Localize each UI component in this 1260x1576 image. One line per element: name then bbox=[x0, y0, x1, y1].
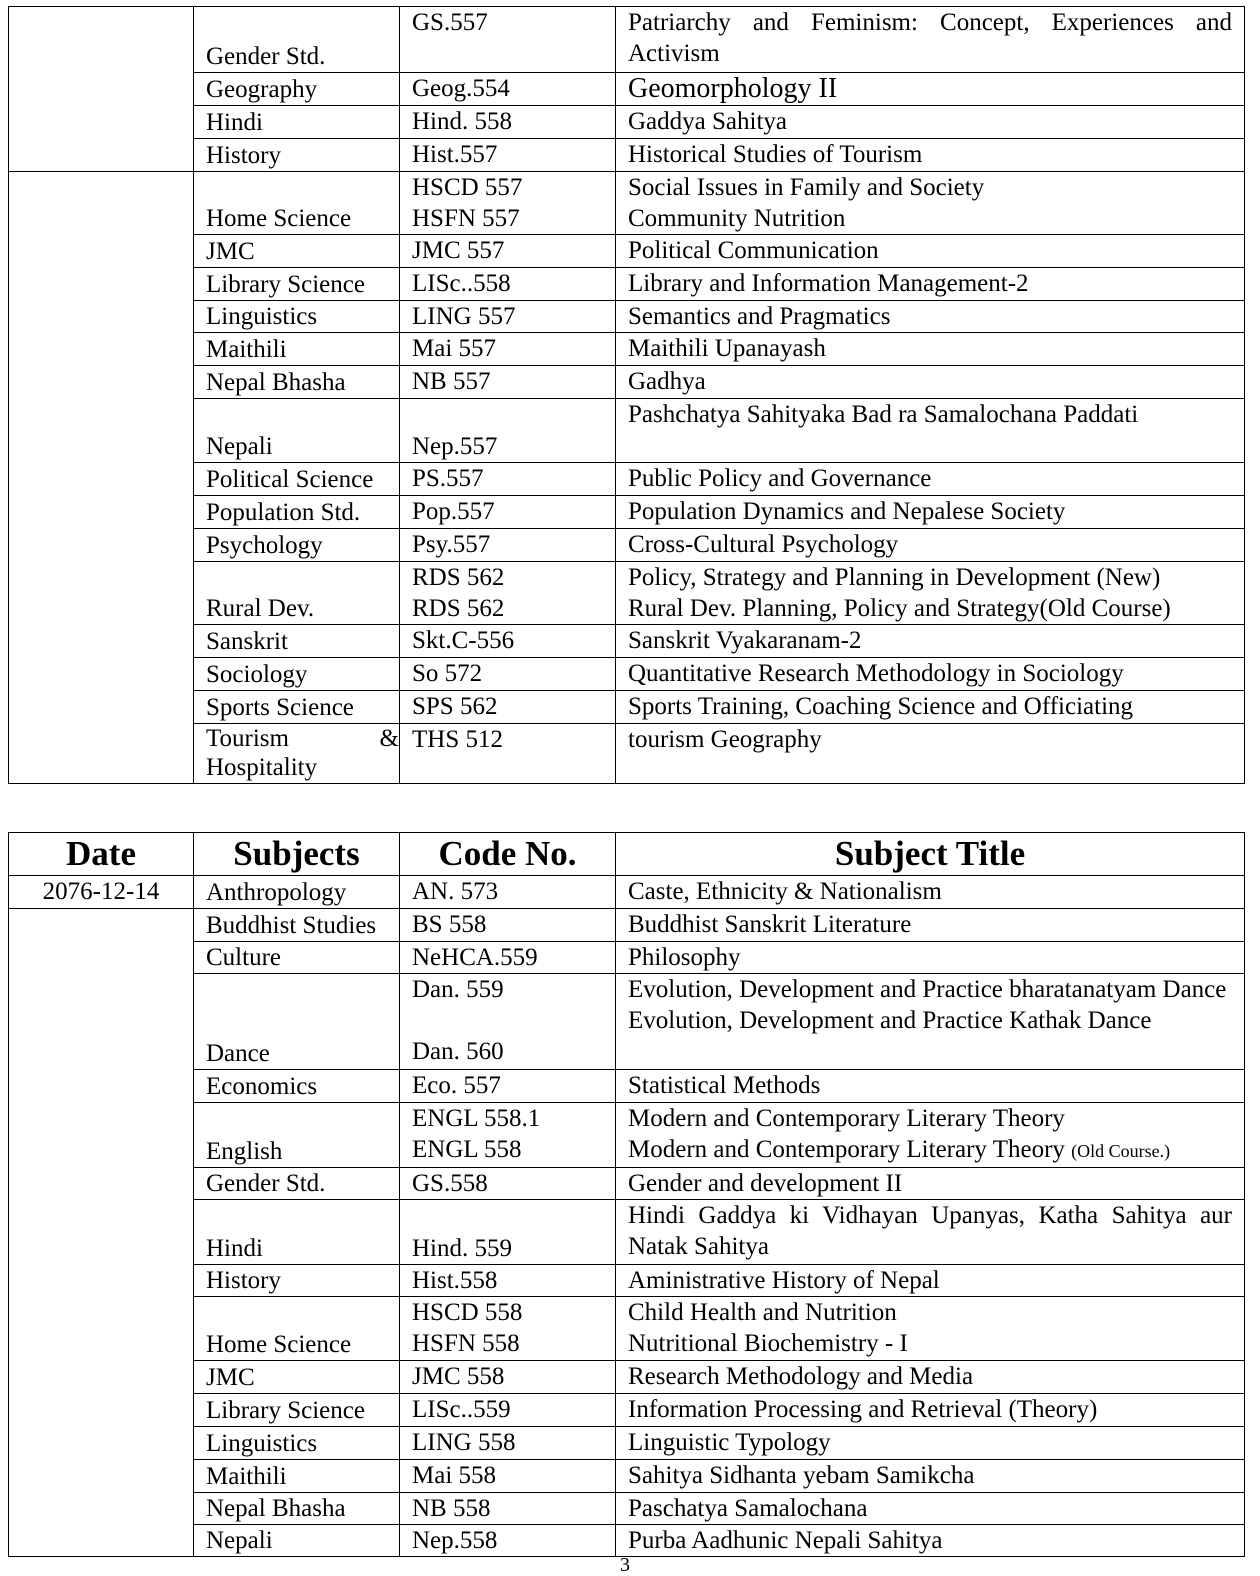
exam-schedule-table-continued bbox=[8, 6, 1245, 784]
subject-cell: Linguistics bbox=[194, 1427, 400, 1460]
old-course-note: (Old Course.) bbox=[1071, 1141, 1171, 1161]
title-cell: Evolution, Development and Practice bharatanatyam Dance Evolution, Development and Practice Kathak Dance bbox=[616, 974, 1245, 1070]
title-cell: Pashchatya Sahityaka Bad ra Samalochana Paddati bbox=[616, 399, 1245, 463]
table-row bbox=[9, 1394, 1245, 1427]
title-cell: Philosophy bbox=[616, 942, 1245, 974]
subject-cell: Home Science bbox=[194, 1297, 400, 1361]
table-row bbox=[9, 333, 1245, 366]
code-cell: NB 557 bbox=[400, 366, 616, 399]
title-cell: Sahitya Sidhanta yebam Samikcha bbox=[616, 1460, 1245, 1493]
table-row bbox=[9, 691, 1245, 724]
code-cell: RDS 562 RDS 562 bbox=[400, 562, 616, 625]
code-cell: SPS 562 bbox=[400, 691, 616, 724]
subject-cell: Library Science bbox=[194, 1394, 400, 1427]
table-row bbox=[9, 106, 1245, 139]
subject-cell: History bbox=[194, 139, 400, 172]
table-row bbox=[9, 1168, 1245, 1200]
date-cell bbox=[9, 172, 194, 784]
title-cell: Modern and Contemporary Literary Theory Modern and Contemporary Literary Theory (Old Course.) bbox=[616, 1103, 1245, 1168]
subject-cell: Nepal Bhasha bbox=[194, 366, 400, 399]
subject-cell: Culture bbox=[194, 942, 400, 974]
title-cell: Linguistic Typology bbox=[616, 1427, 1245, 1460]
table-row bbox=[9, 7, 1245, 73]
title-cell: Maithili Upanayash bbox=[616, 333, 1245, 366]
table-row bbox=[9, 463, 1245, 496]
code-cell: LISc..559 bbox=[400, 1394, 616, 1427]
title-cell: Hindi Gaddya ki Vidhayan Upanyas, Katha Sahitya aur Natak Sahitya bbox=[616, 1200, 1245, 1265]
code-cell: Eco. 557 bbox=[400, 1070, 616, 1103]
code-cell: HSCD 558 HSFN 558 bbox=[400, 1297, 616, 1361]
title-cell: Quantitative Research Methodology in Sociology bbox=[616, 658, 1245, 691]
table-row bbox=[9, 235, 1245, 268]
table-row bbox=[9, 301, 1245, 333]
code-cell: GS.557 bbox=[400, 7, 616, 73]
title-cell: Gadhya bbox=[616, 366, 1245, 399]
subject-cell: Nepali bbox=[194, 1525, 400, 1557]
title-cell: Sanskrit Vyakaranam-2 bbox=[616, 625, 1245, 658]
code-cell: Geog.554 bbox=[400, 73, 616, 106]
subject-cell: Hindi bbox=[194, 106, 400, 139]
title-cell: Library and Information Management-2 bbox=[616, 268, 1245, 301]
subject-cell: Nepal Bhasha bbox=[194, 1493, 400, 1525]
code-cell: NeHCA.559 bbox=[400, 942, 616, 974]
code-cell: Psy.557 bbox=[400, 529, 616, 562]
table-row bbox=[9, 1265, 1245, 1297]
code-cell: Hist.557 bbox=[400, 139, 616, 172]
header-subjects: Subjects bbox=[194, 833, 400, 876]
subject-cell: Maithili bbox=[194, 1460, 400, 1493]
header-title: Subject Title bbox=[616, 833, 1245, 876]
code-cell: Mai 558 bbox=[400, 1460, 616, 1493]
code-cell: LING 557 bbox=[400, 301, 616, 333]
subject-cell: Gender Std. bbox=[194, 7, 400, 73]
table-row bbox=[9, 942, 1245, 974]
table-row bbox=[9, 1070, 1245, 1103]
title-cell: Research Methodology and Media bbox=[616, 1361, 1245, 1394]
subject-cell: Sanskrit bbox=[194, 625, 400, 658]
table-row bbox=[9, 562, 1245, 625]
date-cell bbox=[9, 909, 194, 1557]
subject-cell: Economics bbox=[194, 1070, 400, 1103]
subject-cell: JMC bbox=[194, 1361, 400, 1394]
code-cell: Pop.557 bbox=[400, 496, 616, 529]
subject-cell: Gender Std. bbox=[194, 1168, 400, 1200]
code-cell: Skt.C-556 bbox=[400, 625, 616, 658]
title-cell: Cross-Cultural Psychology bbox=[616, 529, 1245, 562]
table-row bbox=[9, 172, 1245, 235]
code-cell: GS.558 bbox=[400, 1168, 616, 1200]
header-code: Code No. bbox=[400, 833, 616, 876]
title-cell: Buddhist Sanskrit Literature bbox=[616, 909, 1245, 942]
table-row bbox=[9, 974, 1245, 1070]
header-date: Date bbox=[9, 833, 194, 876]
title-cell: Information Processing and Retrieval (Theory) bbox=[616, 1394, 1245, 1427]
code-cell: HSCD 557 HSFN 557 bbox=[400, 172, 616, 235]
subject-cell: Maithili bbox=[194, 333, 400, 366]
table-row bbox=[9, 1297, 1245, 1361]
exam-schedule-table bbox=[8, 832, 1245, 1557]
title-cell: Geomorphology II bbox=[616, 73, 1245, 106]
date-cell: 2076-12-14 bbox=[9, 876, 194, 909]
subject-cell: Anthropology bbox=[194, 876, 400, 909]
subject-cell: Home Science bbox=[194, 172, 400, 235]
title-cell: Gaddya Sahitya bbox=[616, 106, 1245, 139]
code-cell: Hist.558 bbox=[400, 1265, 616, 1297]
code-cell: NB 558 bbox=[400, 1493, 616, 1525]
table-row bbox=[9, 139, 1245, 172]
subject-cell: Hindi bbox=[194, 1200, 400, 1265]
table-row bbox=[9, 658, 1245, 691]
table-row bbox=[9, 724, 1245, 784]
table-row bbox=[9, 1460, 1245, 1493]
subject-cell: Linguistics bbox=[194, 301, 400, 333]
table-row bbox=[9, 1361, 1245, 1394]
subject-cell: Geography bbox=[194, 73, 400, 106]
title-cell: Caste, Ethnicity & Nationalism bbox=[616, 876, 1245, 909]
title-cell: tourism Geography bbox=[616, 724, 1245, 784]
title-cell: Aministrative History of Nepal bbox=[616, 1265, 1245, 1297]
table-row bbox=[9, 73, 1245, 106]
code-cell: Dan. 559 Dan. 560 bbox=[400, 974, 616, 1070]
code-cell: THS 512 bbox=[400, 724, 616, 784]
table-row bbox=[9, 496, 1245, 529]
table-header-row bbox=[9, 833, 1245, 876]
title-cell: Purba Aadhunic Nepali Sahitya bbox=[616, 1525, 1245, 1557]
subject-cell: Nepali bbox=[194, 399, 400, 463]
table-row bbox=[9, 1103, 1245, 1168]
subject-cell: JMC bbox=[194, 235, 400, 268]
subject-cell: Political Science bbox=[194, 463, 400, 496]
title-cell: Historical Studies of Tourism bbox=[616, 139, 1245, 172]
table-row bbox=[9, 1525, 1245, 1557]
subject-cell: Sports Science bbox=[194, 691, 400, 724]
title-cell: Patriarchy and Feminism: Concept, Experiences and Activism bbox=[616, 7, 1245, 73]
title-cell: Paschatya Samalochana bbox=[616, 1493, 1245, 1525]
subject-cell: Library Science bbox=[194, 268, 400, 301]
table-row bbox=[9, 268, 1245, 301]
title-cell: Social Issues in Family and Society Community Nutrition bbox=[616, 172, 1245, 235]
code-cell: JMC 558 bbox=[400, 1361, 616, 1394]
table-row bbox=[9, 529, 1245, 562]
code-cell: Hind. 558 bbox=[400, 106, 616, 139]
title-cell: Population Dynamics and Nepalese Society bbox=[616, 496, 1245, 529]
date-cell bbox=[9, 7, 194, 172]
subject-cell: Population Std. bbox=[194, 496, 400, 529]
code-cell: Nep.558 bbox=[400, 1525, 616, 1557]
code-cell: ENGL 558.1 ENGL 558 bbox=[400, 1103, 616, 1168]
title-cell: Statistical Methods bbox=[616, 1070, 1245, 1103]
table-row bbox=[9, 909, 1245, 942]
table-row bbox=[9, 1200, 1245, 1265]
title-cell: Semantics and Pragmatics bbox=[616, 301, 1245, 333]
subject-cell: Tourism & Hospitality bbox=[194, 724, 400, 784]
subject-cell: English bbox=[194, 1103, 400, 1168]
code-cell: JMC 557 bbox=[400, 235, 616, 268]
table-row bbox=[9, 1493, 1245, 1525]
code-cell: LING 558 bbox=[400, 1427, 616, 1460]
subject-cell: Rural Dev. bbox=[194, 562, 400, 625]
page-number: 3 bbox=[620, 1554, 630, 1576]
table-row bbox=[9, 876, 1245, 909]
title-cell: Public Policy and Governance bbox=[616, 463, 1245, 496]
code-cell: Mai 557 bbox=[400, 333, 616, 366]
title-cell: Policy, Strategy and Planning in Development (New) Rural Dev. Planning, Policy and Strategy(Old Course) bbox=[616, 562, 1245, 625]
table-row bbox=[9, 399, 1245, 463]
code-cell: Nep.557 bbox=[400, 399, 616, 463]
title-cell: Sports Training, Coaching Science and Officiating bbox=[616, 691, 1245, 724]
code-cell: BS 558 bbox=[400, 909, 616, 942]
subject-cell: Dance bbox=[194, 974, 400, 1070]
table-row bbox=[9, 1427, 1245, 1460]
code-cell: PS.557 bbox=[400, 463, 616, 496]
subject-cell: Sociology bbox=[194, 658, 400, 691]
code-cell: Hind. 559 bbox=[400, 1200, 616, 1265]
table-row bbox=[9, 366, 1245, 399]
title-cell: Gender and development II bbox=[616, 1168, 1245, 1200]
code-cell: AN. 573 bbox=[400, 876, 616, 909]
code-cell: LISc..558 bbox=[400, 268, 616, 301]
subject-cell: History bbox=[194, 1265, 400, 1297]
title-cell: Political Communication bbox=[616, 235, 1245, 268]
title-cell: Child Health and Nutrition Nutritional Biochemistry - I bbox=[616, 1297, 1245, 1361]
subject-cell: Buddhist Studies bbox=[194, 909, 400, 942]
code-cell: So 572 bbox=[400, 658, 616, 691]
subject-cell: Psychology bbox=[194, 529, 400, 562]
table-row bbox=[9, 625, 1245, 658]
